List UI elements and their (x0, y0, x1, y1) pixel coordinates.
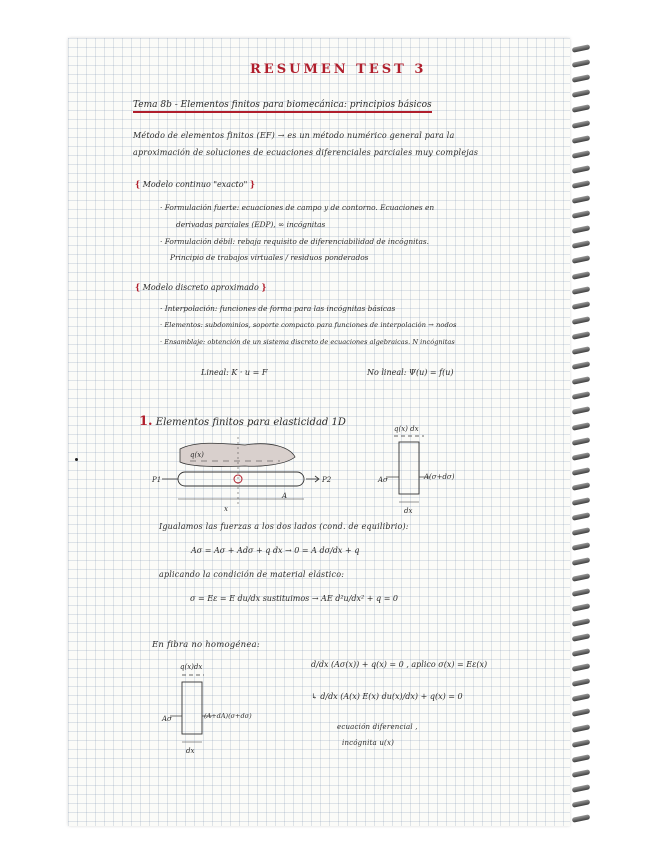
left-force-label: P1 (152, 476, 162, 484)
binding-ring (572, 603, 591, 612)
nonlinear-equation: No lineal: Ψ(u) = f(u) (367, 368, 454, 377)
fiber-right-label: (A+dA)(σ+dσ) (204, 712, 252, 720)
binding-ring (572, 739, 591, 748)
binding-ring (572, 467, 591, 476)
elastic-equation: σ = Eε = E du/dx sustituimos → AE d²u/dx² + q = 0 (190, 594, 399, 603)
binding-ring (572, 120, 591, 129)
binding-ring (572, 271, 591, 280)
continuous-bullet-2: · Formulación débil: rebaja requisito de diferenciabilidad de incógnitas. (160, 237, 430, 246)
continuous-bullet-2-text: Formulación débil: rebaja requisito de diferenciabilidad de incógnitas. (164, 237, 430, 246)
continuous-bullet-1: · Formulación fuerte: ecuaciones de campo y de contorno. Ecuaciones en (160, 203, 435, 212)
brace-close: } (261, 282, 267, 292)
discrete-bullet-3: · Ensamblaje: obtención de un sistema discreto de ecuaciones algebraicas. N incógnitas (160, 338, 455, 346)
section-continuous-heading (135, 179, 255, 189)
binding-ring (572, 74, 591, 83)
brace-open: { (135, 282, 141, 292)
binding-ring (572, 497, 591, 506)
intro-line-2: aproximación de soluciones de ecuaciones diferenciales parciales muy complejas (133, 148, 479, 157)
area-label: A (282, 492, 288, 500)
fiber-equation-2: ↳ d/dx (A(x) E(x) du(x)/dx) + q(x) = 0 (311, 692, 463, 701)
binding-ring (572, 769, 591, 778)
binding-ring (572, 527, 591, 536)
binding-ring (572, 709, 591, 718)
binding-ring (572, 422, 591, 431)
binding-ring (572, 814, 591, 823)
element-left-label: Aσ (378, 476, 388, 484)
binding-ring (572, 210, 591, 219)
binding-ring (572, 754, 591, 763)
binding-ring (572, 376, 591, 385)
bar-diagram (150, 435, 340, 515)
fiber-element-box (182, 682, 202, 734)
binding-ring (572, 195, 591, 204)
fiber-element-diagram (152, 660, 272, 755)
binding-ring (572, 663, 591, 672)
fiber-note-1: ecuación diferencial , (337, 723, 418, 731)
binding-ring (572, 301, 591, 310)
binding-ring (572, 346, 591, 355)
binding-ring (572, 59, 591, 68)
binding-ring (572, 452, 591, 461)
binding-ring (572, 331, 591, 340)
equilibrium-equation: Aσ = Aσ + Adσ + q dx → 0 = A dσ/dx + q (191, 546, 360, 555)
binding-ring (572, 361, 591, 370)
element-bottom-label: dx (404, 507, 413, 515)
section1-title: Elementos finitos para elasticidad 1D (155, 417, 346, 428)
continuous-bullet-1-cont: derivadas parciales (EDP), ∞ incógnitas (176, 220, 326, 229)
fiber-note-2: incógnita u(x) (342, 739, 395, 747)
brace-open: { (135, 179, 141, 189)
binding-ring (572, 437, 591, 446)
binding-ring (572, 407, 591, 416)
right-force-label: P2 (322, 476, 332, 484)
binding-ring (572, 256, 591, 265)
binding-ring (572, 588, 591, 597)
binding-ring (572, 105, 591, 114)
binding-ring (572, 44, 591, 53)
binding-ring (572, 225, 591, 234)
section-discrete-title: Modelo discreto aproximado (142, 283, 259, 292)
element-top-label: q(x) dx (394, 425, 419, 433)
binding-ring (572, 558, 591, 567)
binding-ring (572, 618, 591, 627)
axis-label: x (224, 505, 228, 513)
binding-ring (572, 542, 591, 551)
binding-ring (572, 573, 591, 582)
intro-line-1: Método de elementos finitos (EF) → es un método numérico general para la (133, 131, 455, 140)
spiral-binding (568, 40, 598, 826)
binding-ring (572, 648, 591, 657)
binding-ring (572, 240, 591, 249)
section-discrete-heading (135, 282, 266, 292)
section1-heading (139, 414, 346, 429)
fiber-top-label: q(x)dx (180, 663, 203, 671)
binding-ring (572, 286, 591, 295)
bar-body (178, 472, 304, 486)
brace-close: } (249, 179, 255, 189)
binding-ring (572, 150, 591, 159)
binding-ring (572, 784, 591, 793)
discrete-bullet-1-text: Interpolación: funciones de forma para las incógnitas básicas (164, 304, 396, 313)
binding-ring (572, 165, 591, 174)
element-box (399, 442, 419, 494)
fiber-heading: En fibra no homogénea: (152, 640, 260, 650)
binding-ring (572, 180, 591, 189)
discrete-bullet-2: · Elementos: subdominios, soporte compacto para funciones de interpolación → nodos (160, 321, 457, 329)
section-continuous-title: Modelo continuo "exacto" (142, 180, 248, 189)
discrete-bullet-3-text: Ensamblaje: obtención de un sistema discreto de ecuaciones algebraicas. N incógnitas (164, 338, 455, 346)
binding-ring (572, 89, 591, 98)
binding-ring (572, 316, 591, 325)
binding-ring (572, 135, 591, 144)
load-label: q(x) (190, 451, 204, 459)
binding-ring (572, 799, 591, 808)
binding-ring (572, 633, 591, 642)
elastic-text: aplicando la condición de material elástico: (159, 570, 345, 579)
binding-ring (572, 693, 591, 702)
fiber-bottom-label: dx (186, 747, 195, 755)
page-title: RESUMEN TEST 3 (250, 62, 427, 77)
binding-ring (572, 482, 591, 491)
element-diagram (372, 422, 472, 517)
binding-ring (572, 391, 591, 400)
binding-ring (572, 724, 591, 733)
discrete-bullet-1: · Interpolación: funciones de forma para las incógnitas básicas (160, 304, 396, 313)
page-dot (75, 458, 78, 461)
binding-ring (572, 678, 591, 687)
element-right-label: A(σ+dσ) (424, 473, 455, 481)
topic-heading: Tema 8b - Elementos finitos para biomecánica: principios básicos (133, 100, 432, 113)
binding-ring (572, 512, 591, 521)
continuous-bullet-1-text: Formulación fuerte: ecuaciones de campo y de contorno. Ecuaciones en (164, 203, 435, 212)
fiber-equation-1: d/dx (Aσ(x)) + q(x) = 0 , aplico σ(x) = Eε(x) (311, 660, 488, 669)
discrete-bullet-2-text: Elementos: subdominios, soporte compacto para funciones de interpolación → nodos (164, 321, 457, 329)
section1-number: 1. (139, 414, 153, 429)
fiber-left-label: Aσ (162, 715, 172, 723)
continuous-bullet-2-cont: Principio de trabajos virtuales / residuos ponderados (170, 253, 369, 262)
equilibrium-text: Igualamos las fuerzas a los dos lados (cond. de equilibrio): (159, 522, 409, 531)
linear-equation: Lineal: K · u = F (201, 368, 268, 377)
